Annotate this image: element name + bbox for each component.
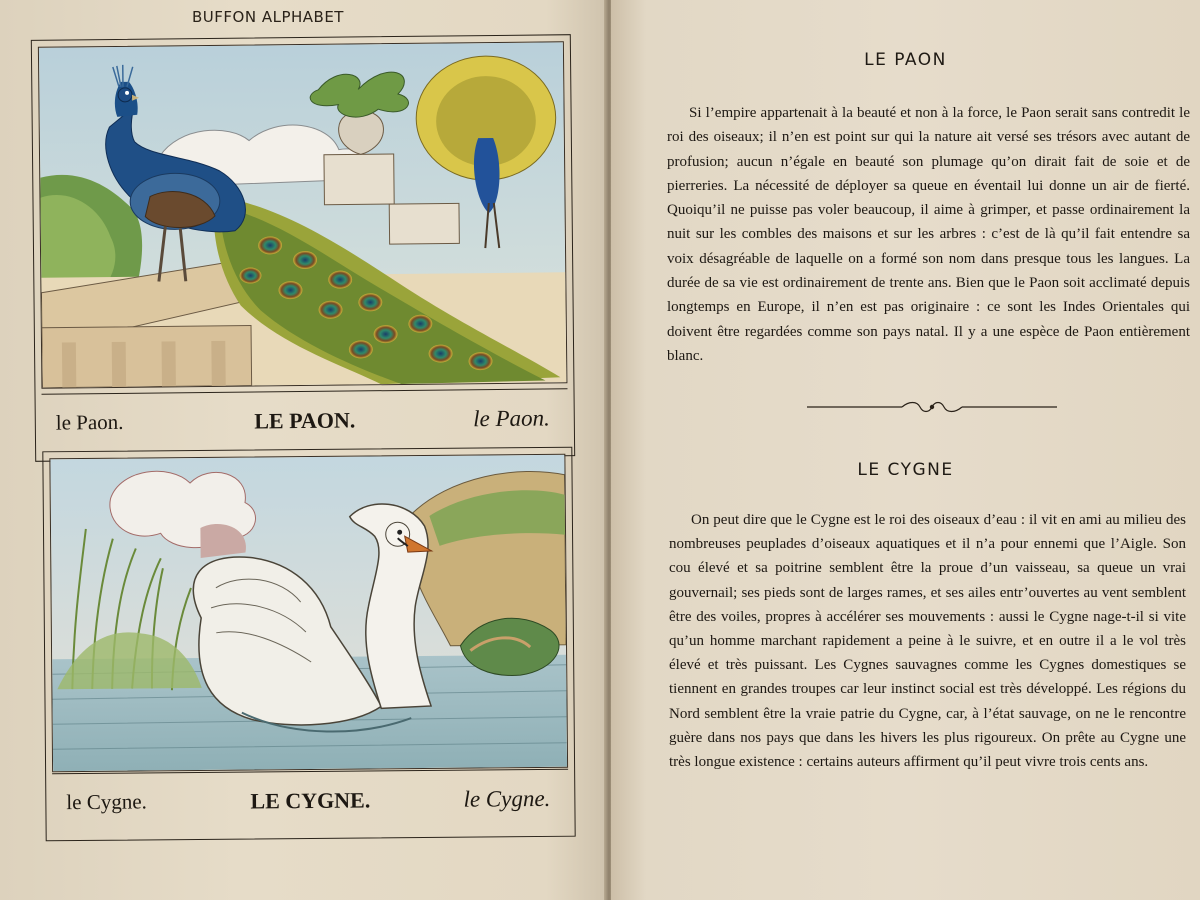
- swan-picture: [50, 455, 567, 771]
- peacock-caption-roman: le Paon.: [55, 409, 124, 435]
- peacock-article-title: LE PAON: [864, 50, 947, 70]
- swan-caption-script: le Cygne.: [463, 785, 551, 812]
- swan-plate: [42, 447, 575, 842]
- swan-article-title: LE CYGNE: [857, 460, 954, 480]
- swan-illustration: [49, 454, 568, 772]
- swan-caption-roman: le Cygne.: [66, 789, 147, 815]
- ornamental-divider: [807, 400, 1057, 414]
- series-title: BUFFON ALPHABET: [192, 8, 344, 26]
- peacock-illustration: [38, 41, 568, 388]
- swan-caption-capitals: LE CYGNE.: [250, 787, 371, 814]
- peacock-article-body: Si l’empire appartenait à la beauté et non à la force, le Paon serait sans contredit le roi des oiseaux; il n’en est point sur qui la nature ait versé ses trésors avec autant de profusion; aucun n’égale en beauté son plumage qu’on dirait fait de soie et de pierreries. La nécessité de déployer sa queue en éventail lui donne un air de fierté. Quoiqu’il ne puisse pas voler beaucoup, il aime à grimper, et passe ordinairement la nuit sur les combles des maisons et sur les arbres : c’est de là qu’il fait entendre sa voix désagréable de laquelle on a formé son nom dans presque tous les langues. La durée de sa vie est ordinairement de trente ans. Bien que le Paon soit acclimaté depuis longtemps en Europe, il n’en est pas originaire : ce sont les Indes Orientales qui doivent être regardées comme son pays natal. Il y a une espèce de Paon entièrement blanc.: [667, 105, 1190, 364]
- peacock-caption-script: le Paon.: [473, 405, 550, 432]
- peacock-picture: [39, 42, 567, 387]
- swan-caption: [52, 769, 569, 837]
- peacock-caption-capitals: LE PAON.: [254, 407, 356, 434]
- peacock-plate: [31, 34, 575, 462]
- swan-article-body: On peut dire que le Cygne est le roi des oiseaux d’eau : il vit en ami au milieu des nombreuses peuplades d’oiseaux aquatiques et il n’a pour ennemi que l’Aigle. Son cou élevé et sa poitrine semblent être la proue d’un vaisseau, sa queue un vrai gouvernail; ses pieds sont de larges rames, et ses ailes entr’ouvertes au vent semblent être des voiles, propres à accélérer ses mouvements : aussi le Cygne nage-t-il si vite qu’un homme marchant rapidement a peine à le suivre, et en outre il a le vol très élevé et très puissant. Les Cygnes sauvagnes comme les Cygnes domestiques se tiennent en grandes troupes car leur instinct social est très développé. Les régions du Nord semblent être la vraie patrie du Cygne, car, à l’état sauvage, on ne le rencontre guère dans nos pays que dans les hivers les plus rigoureux. On prête au Cygne une très longue existence : certains auteurs affirment qu’il peut vivre trois cents ans.: [669, 512, 1186, 771]
- right-page: [611, 0, 1200, 900]
